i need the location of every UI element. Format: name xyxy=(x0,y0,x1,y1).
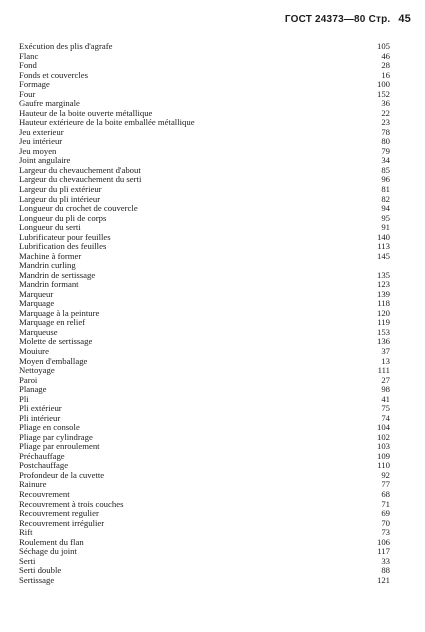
index-page-number: 80 xyxy=(381,136,390,147)
index-page-number: 136 xyxy=(376,336,390,347)
page-number: 45 xyxy=(398,13,411,25)
index-term: Lubrificateur pour feuilles xyxy=(19,231,111,242)
index-term: Marqueur xyxy=(19,288,54,299)
index-term: Fond xyxy=(19,60,37,71)
index-term: Mouiure xyxy=(19,346,49,356)
index-term: Recouvrement xyxy=(19,488,70,499)
index-page-number: 96 xyxy=(381,174,390,185)
index-term: Longueur du pli de corps xyxy=(19,212,107,223)
index-page-number: 36 xyxy=(381,98,390,109)
index-term: Marquage xyxy=(19,298,55,309)
index-page-number: 77 xyxy=(381,479,390,490)
index-term: Joint angulaire xyxy=(19,155,71,166)
index-entry xyxy=(19,280,390,290)
index-page-number: 16 xyxy=(381,69,390,80)
index-page-number: 70 xyxy=(381,517,390,528)
index-entry xyxy=(19,42,390,52)
index-page-number: 100 xyxy=(376,79,390,90)
index-term: Molette de sertissage xyxy=(19,336,93,347)
index-term: Préchauffage xyxy=(19,450,65,461)
index-page-number: 81 xyxy=(381,183,390,194)
index-page-number: 118 xyxy=(377,298,390,309)
index-entry xyxy=(19,395,390,405)
index-page-number: 140 xyxy=(376,231,390,242)
index-term: Jeu intérieur xyxy=(19,136,63,147)
index-term: Mandrin formant xyxy=(19,279,79,290)
index-entry xyxy=(19,80,390,90)
index-page-number: 68 xyxy=(381,488,390,499)
index-page-number: 98 xyxy=(381,384,390,395)
index-page-number: 102 xyxy=(376,431,390,442)
standard-number: ГОСТ 24373—80 xyxy=(284,14,366,25)
index-entry xyxy=(19,376,390,386)
index-term: Gaufre marginale xyxy=(19,98,80,109)
index-page-number: 78 xyxy=(381,126,390,137)
index-page-number: 103 xyxy=(376,441,390,452)
index-term: Fonds et couvercles xyxy=(19,69,88,80)
index-term: Serti double xyxy=(19,565,62,576)
index-term: Hauteur extérieure de la boite emballée métallique xyxy=(19,117,195,128)
index-page-number: 135 xyxy=(376,269,390,280)
index-page-number: 74 xyxy=(381,412,390,423)
index-page-number: 119 xyxy=(377,317,390,328)
index-page-number: 117 xyxy=(377,546,390,557)
index-term: Roulement du flan xyxy=(19,536,84,547)
index-page-number: 34 xyxy=(381,155,390,166)
index-term: Profondeur de la cuvette xyxy=(19,469,105,480)
index-page-number: 88 xyxy=(381,565,390,576)
index-term: Pliage par cylindrage xyxy=(19,431,93,442)
index-page-number: 94 xyxy=(381,203,390,214)
index-page-number: 153 xyxy=(376,326,390,337)
index-term: Paroi xyxy=(19,374,38,385)
index-term: Serti xyxy=(19,555,36,566)
index-page-number: 123 xyxy=(376,279,390,290)
index-page-number: 46 xyxy=(381,50,390,61)
index-term: Recouvrement regulier xyxy=(19,508,99,519)
index-page-number: 75 xyxy=(381,403,390,414)
index-entry xyxy=(19,71,390,81)
index-entry xyxy=(19,471,390,481)
index-term: Largeur du chevauchement d'about xyxy=(19,164,141,175)
index-page-number: 41 xyxy=(381,393,390,404)
index-entry xyxy=(19,480,390,490)
index-page-number: 13 xyxy=(381,355,390,366)
index-term: Four xyxy=(19,88,36,99)
index-term: Jeu moyen xyxy=(19,145,57,156)
index-page-number: 73 xyxy=(381,527,390,538)
index-entry xyxy=(19,128,390,138)
index-page-number: 121 xyxy=(376,574,390,585)
index-term: Rainure xyxy=(19,479,47,490)
index-term: Recouvrement à trois couches xyxy=(19,498,124,509)
index-entry xyxy=(19,52,390,62)
index-term: Pli xyxy=(19,393,29,404)
index-page-number: 113 xyxy=(377,241,390,252)
index-term: Largeur du chevauchement du serti xyxy=(19,174,142,185)
index-term: Lubrification des feuilles xyxy=(19,241,107,252)
index-entry xyxy=(19,385,390,395)
index-page-number: 92 xyxy=(381,469,390,480)
index-term: Formage xyxy=(19,79,50,90)
index-entry xyxy=(19,576,390,586)
index-term: Marquage en relief xyxy=(19,317,86,328)
index-page-number: 120 xyxy=(376,307,390,318)
index-entry xyxy=(19,118,390,128)
index-term: Rift xyxy=(19,527,33,538)
index-page-number: 91 xyxy=(381,222,390,233)
index-term: Machine à former xyxy=(19,250,82,261)
index-entry xyxy=(19,147,390,157)
index-page-number: 105 xyxy=(376,41,390,51)
index-term: Postchauffage xyxy=(19,460,69,471)
index-page-number: 23 xyxy=(381,117,390,128)
index-page-number: 85 xyxy=(381,164,390,175)
index-term: Jeu exterieur xyxy=(19,126,64,137)
index-term: Largeur du pli intérieur xyxy=(19,193,101,204)
index-page-number: 82 xyxy=(381,193,390,204)
index-entry xyxy=(19,566,390,576)
index-term: Mandrin curling xyxy=(19,260,76,271)
index-page-number: 69 xyxy=(381,508,390,519)
index-entry xyxy=(19,547,390,557)
index-term: Flanc xyxy=(19,50,39,61)
index-entry xyxy=(19,137,390,147)
index-term: Moyen d'emballage xyxy=(19,355,88,366)
index-entry xyxy=(19,357,390,367)
page-header xyxy=(285,13,411,25)
index-entry xyxy=(19,557,390,567)
index-entry xyxy=(19,519,390,529)
index-page-number: 104 xyxy=(376,422,390,433)
index-term: Mandrin de sertissage xyxy=(19,269,96,280)
index-page-number: 28 xyxy=(381,60,390,71)
index-page-number: 106 xyxy=(376,536,390,547)
index-page-number: 110 xyxy=(377,460,390,471)
index-term: Marqueuse xyxy=(19,326,58,337)
index-entry xyxy=(19,452,390,462)
index-entry xyxy=(19,366,390,376)
page-label: Стр. xyxy=(368,14,391,25)
index-term: Sertissage xyxy=(19,574,55,585)
index-entry xyxy=(19,442,390,452)
index-term: Hauteur de la boite ouverte métallique xyxy=(19,107,153,118)
index-list xyxy=(19,42,390,585)
index-term: Longueur du serti xyxy=(19,222,81,233)
index-page-number: 111 xyxy=(377,365,390,376)
index-term: Pliage en console xyxy=(19,422,80,433)
index-page-number: 145 xyxy=(376,250,390,261)
index-term: Marquage à la peinture xyxy=(19,307,100,318)
index-term: Pli intérieur xyxy=(19,412,61,423)
index-term: Séchage du joint xyxy=(19,546,77,557)
index-term: Pliage par enroulement xyxy=(19,441,100,452)
index-page-number: 152 xyxy=(376,88,390,99)
index-page-number: 22 xyxy=(381,107,390,118)
index-entry xyxy=(19,404,390,414)
index-page-number: 33 xyxy=(381,555,390,566)
index-term: Nettoyage xyxy=(19,365,55,376)
index-entry xyxy=(19,337,390,347)
index-term: Recouvrement irrégulier xyxy=(19,517,105,528)
index-entry xyxy=(19,318,390,328)
index-page-number: 27 xyxy=(381,374,390,385)
index-page-number: 109 xyxy=(376,450,390,461)
index-page-number: 79 xyxy=(381,145,390,156)
index-term: Longueur du crochet de couvercle xyxy=(19,203,138,214)
index-term: Pli extérieur xyxy=(19,403,62,414)
index-page-number: 139 xyxy=(376,288,390,299)
index-page-number: 95 xyxy=(381,212,390,223)
index-page-number: 71 xyxy=(381,498,390,509)
index-term: Exécution des plis d'agrafe xyxy=(19,41,113,51)
index-page-number: 37 xyxy=(381,346,390,356)
index-entry xyxy=(19,290,390,300)
index-term: Planage xyxy=(19,384,47,395)
index-term: Largeur du pli extérieur xyxy=(19,183,102,194)
